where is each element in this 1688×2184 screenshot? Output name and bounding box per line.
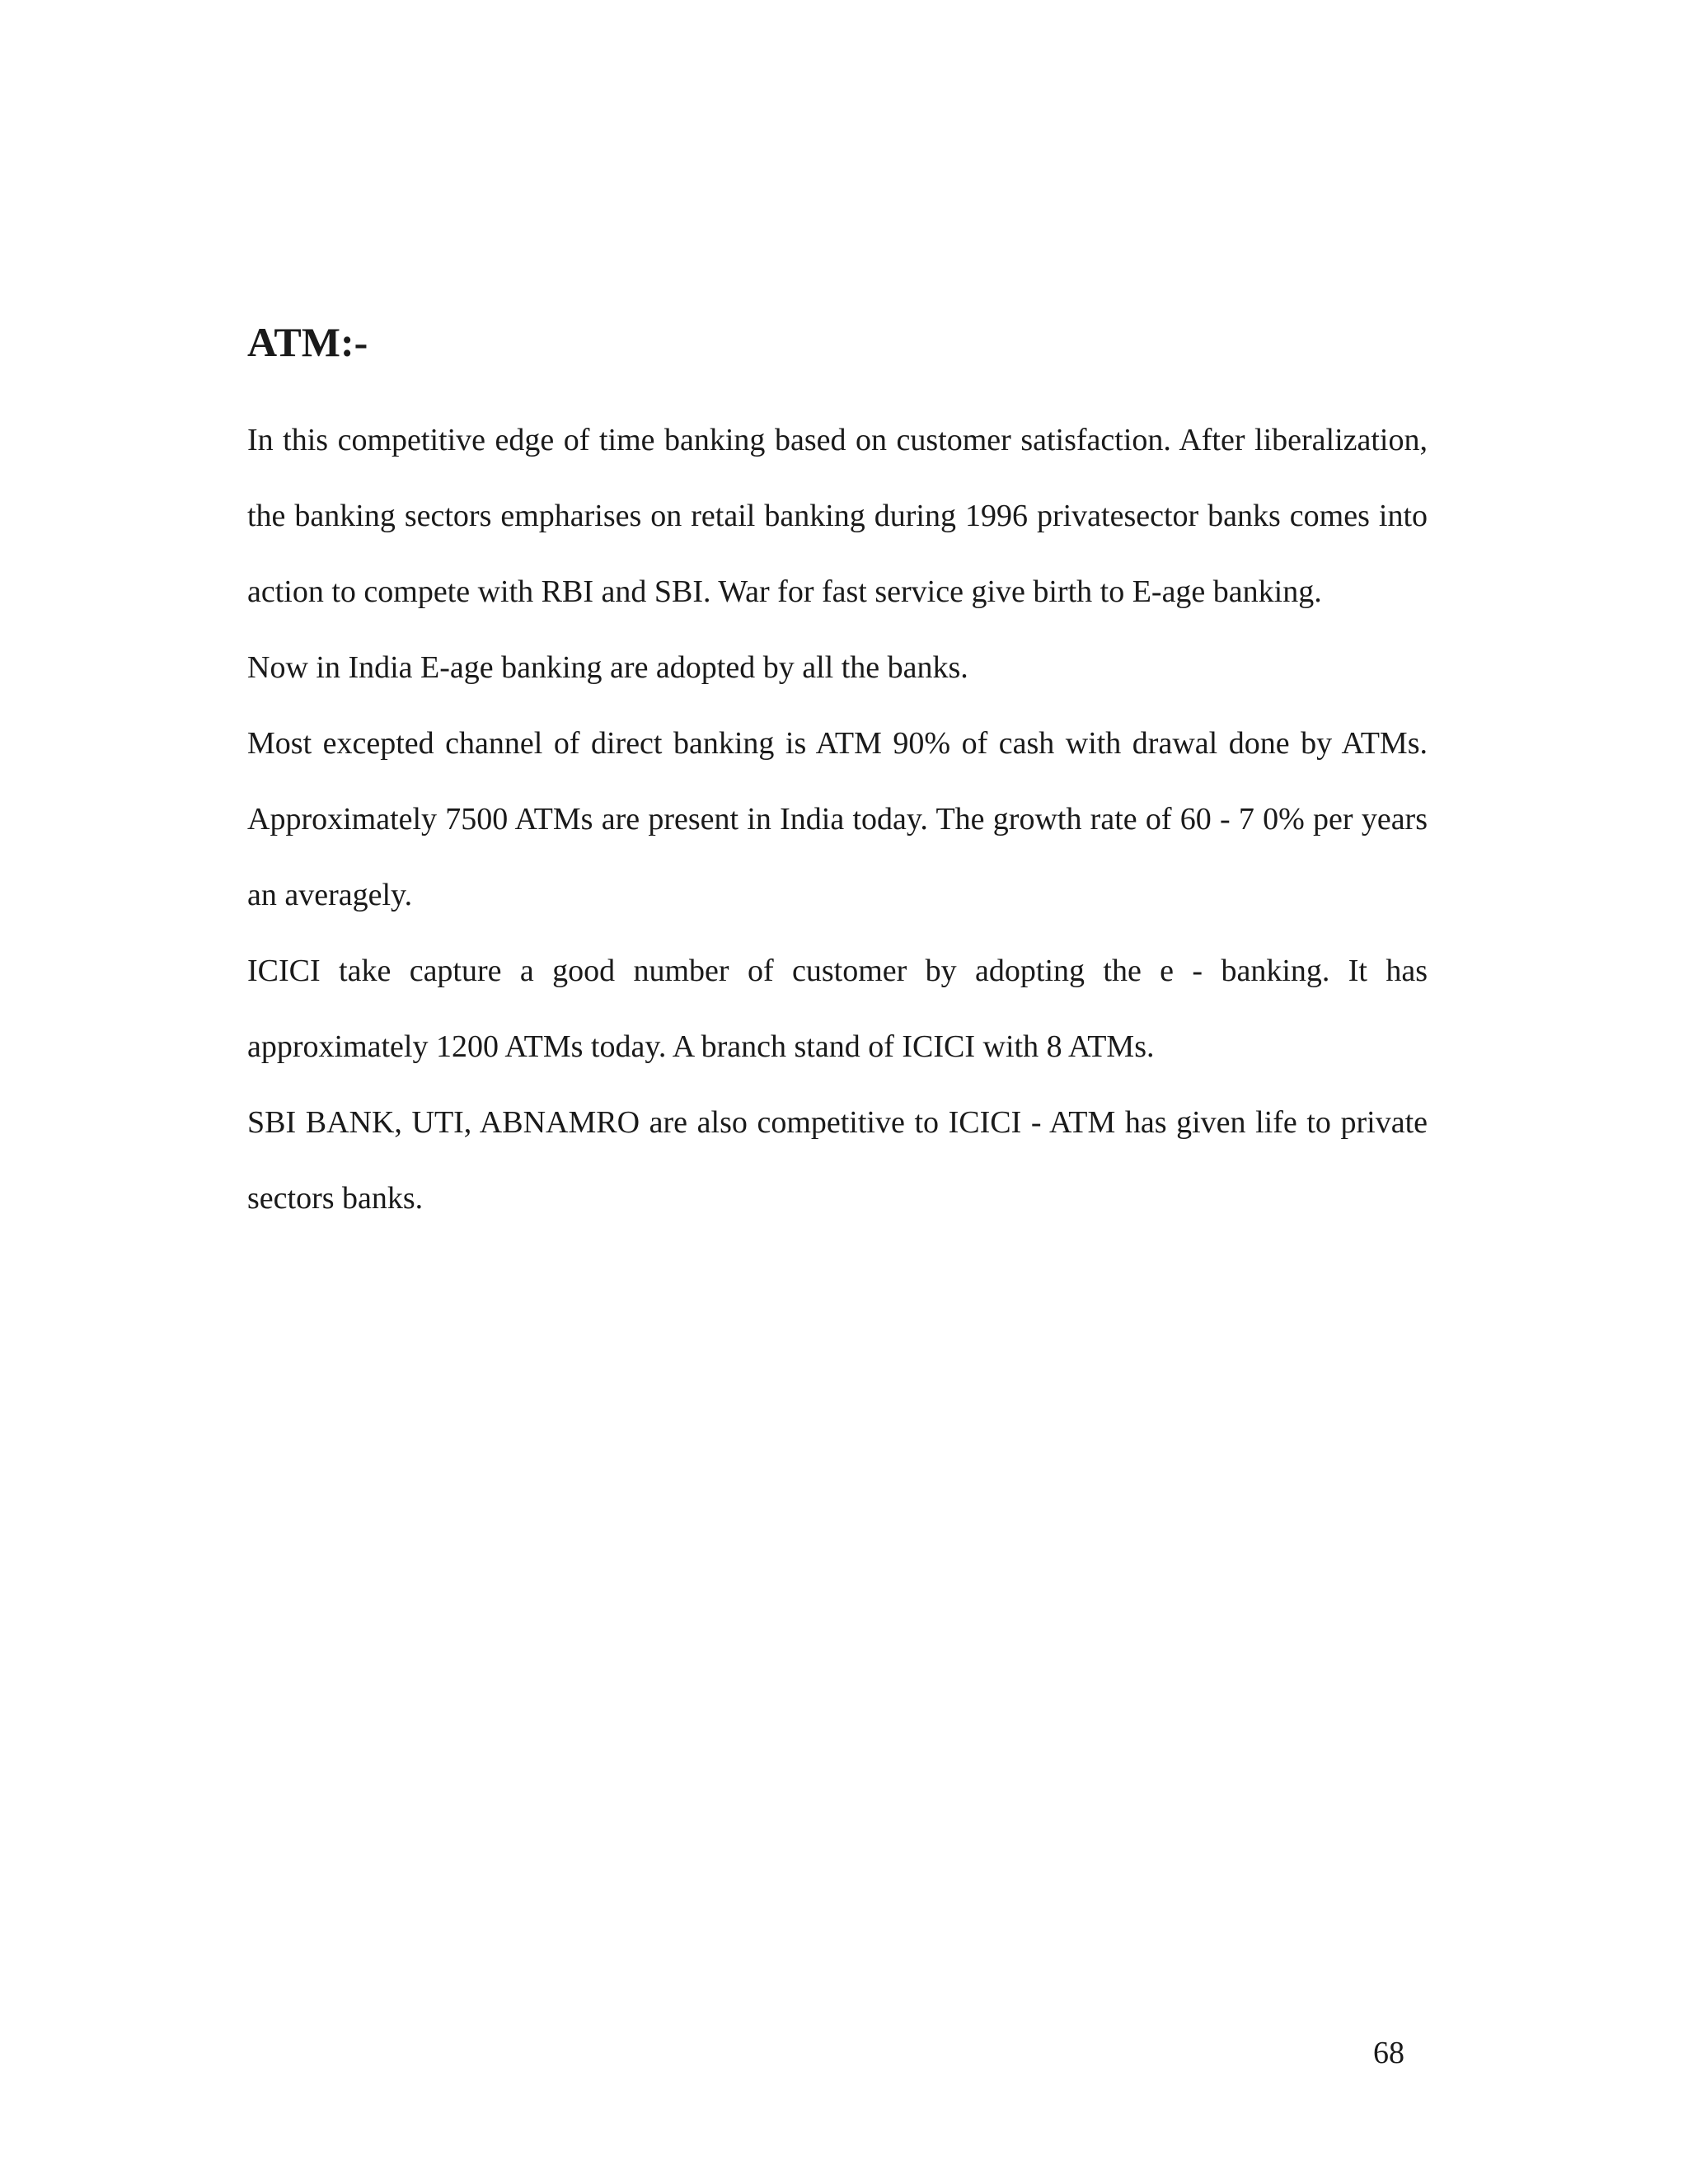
section-heading: ATM:- xyxy=(247,319,368,365)
paragraph-icici: ICICI take capture a good number of customer by adopting the e - banking. It has approximately 1200 ATMs today. A branch stand of ICICI with 8 ATMs. xyxy=(247,954,1428,1064)
paragraph-sbi-uti-abnamro: SBI BANK, UTI, ABNAMRO are also competitive to ICICI - ATM has given life to private sectors banks. xyxy=(247,1105,1428,1216)
body-text xyxy=(247,402,1428,1236)
paragraph-atm-channel: Most excepted channel of direct banking is ATM 90% of cash with drawal done by ATMs. Approximately 7500 ATMs are present in India today. The growth rate of 60 - 7 0% per years an averagely. xyxy=(247,726,1428,912)
page-number: 68 xyxy=(1373,2036,1404,2070)
paragraph-india-e-age: Now in India E-age banking are adopted by all the banks. xyxy=(247,650,968,685)
paragraph-competitive-edge: In this competitive edge of time banking based on customer satisfaction. After liberalization, the banking sectors empharises on retail banking during 1996 privatesector banks comes into action to compete with RBI and SBI. War for fast service give birth to E-age banking. xyxy=(247,423,1428,609)
